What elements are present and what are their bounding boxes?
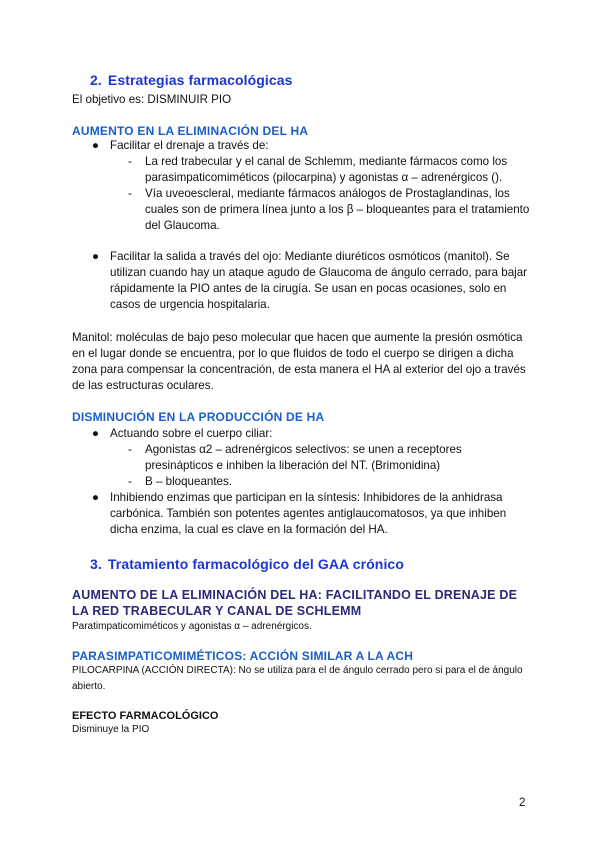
pilocarpina-text: PILOCARPINA (ACCIÓN DIRECTA): No se utiliza para el de ángulo cerrado pero si para el de ángulo abierto. bbox=[72, 665, 523, 692]
bullet-icon: ● bbox=[92, 427, 100, 440]
aumento-heading: AUMENTO EN LA ELIMINACIÓN DEL HA bbox=[72, 124, 309, 138]
objective-text: El objetivo es: DISMINUIR PIO bbox=[72, 93, 232, 106]
manitol-paragraph: Manitol: moléculas de bajo peso molecular que hacen que aumente la presión osmótica en el lugar donde se encuentra, por lo que fluidos de todo el cuerpo se dirigen a dicha zona para compensar la concentración, de esta manera el HA al exterior del ojo a través de las estructuras oculares. bbox=[72, 331, 526, 392]
section-2-title-text: Estrategias farmacológicas bbox=[107, 72, 293, 88]
parasimpaticomimeticos-heading: PARASIMPATICOMIMÉTICOS: ACCIÓN SIMILAR A LA ACH bbox=[72, 649, 414, 663]
dash-icon: - bbox=[128, 475, 132, 488]
section-3-title bbox=[90, 556, 404, 572]
bullet-icon: ● bbox=[92, 491, 100, 504]
eliminacion-subtext: Paratimpaticomiméticos y agonistas α – adrenérgicos. bbox=[72, 621, 312, 632]
page-number: 2 bbox=[519, 797, 526, 809]
section-2-number: 2. bbox=[90, 72, 102, 88]
section-3-number: 3. bbox=[90, 556, 102, 572]
aumento-bullet-1: Facilitar el drenaje a través de: bbox=[110, 139, 269, 152]
disminucion-bullet-1: Actuando sobre el cuerpo ciliar: bbox=[110, 427, 273, 440]
dash-icon: - bbox=[128, 443, 132, 456]
disminucion-dash-2: B – bloqueantes. bbox=[145, 475, 233, 488]
dash-icon: - bbox=[128, 187, 132, 200]
bullet-icon: ● bbox=[92, 250, 100, 263]
bullet-icon: ● bbox=[92, 139, 100, 152]
efecto-text: Disminuye la PIO bbox=[72, 724, 150, 735]
section-3-title-text: Tratamiento farmacológico del GAA crónico bbox=[107, 556, 404, 572]
aumento-dash-1: La red trabecular y el canal de Schlemm, mediante fármacos como los parasimpaticomiméticos (pilocarpina) y agonistas α – adrenérgicos (). bbox=[145, 155, 508, 184]
eliminacion-subheading: AUMENTO DE LA ELIMINACIÓN DEL HA: FACILITANDO EL DRENAJE DE LA RED TRABECULAR Y CANAL DE SCHLEMM bbox=[72, 588, 518, 618]
disminucion-bullet-2: Inhibiendo enzimas que participan en la síntesis: Inhibidores de la anhidrasa carbónica. También son potentes agentes antiglaucomatosos, ya que inhiben dicha enzima, la cual es clave en la formación del HA. bbox=[110, 491, 507, 536]
disminucion-dash-1: Agonistas α2 – adrenérgicos selectivos: se unen a receptores presinápticos e inhiben la liberación del NT. (Brimonidina) bbox=[145, 443, 462, 472]
aumento-dash-2: Vía uveoescleral, mediante fármacos análogos de Prostaglandinas, los cuales son de primera línea junto a los β – bloqueantes para el tratamiento del Glaucoma. bbox=[145, 187, 530, 232]
dash-icon: - bbox=[128, 155, 132, 168]
efecto-heading: EFECTO FARMACOLÓGICO bbox=[72, 710, 219, 722]
aumento-bullet-2: Facilitar la salida a través del ojo: Mediante diuréticos osmóticos (manitol). Se utilizan cuando hay un ataque agudo de Glaucoma de ángulo cerrado, para bajar rápidamente la PIO antes de la cirugía. Se usan en pocas ocasiones, solo en casos de urgencia hospitalaria. bbox=[110, 250, 528, 311]
disminucion-heading: DISMINUCIÓN EN LA PRODUCCIÓN DE HA bbox=[72, 410, 325, 424]
section-2-title bbox=[90, 72, 293, 88]
